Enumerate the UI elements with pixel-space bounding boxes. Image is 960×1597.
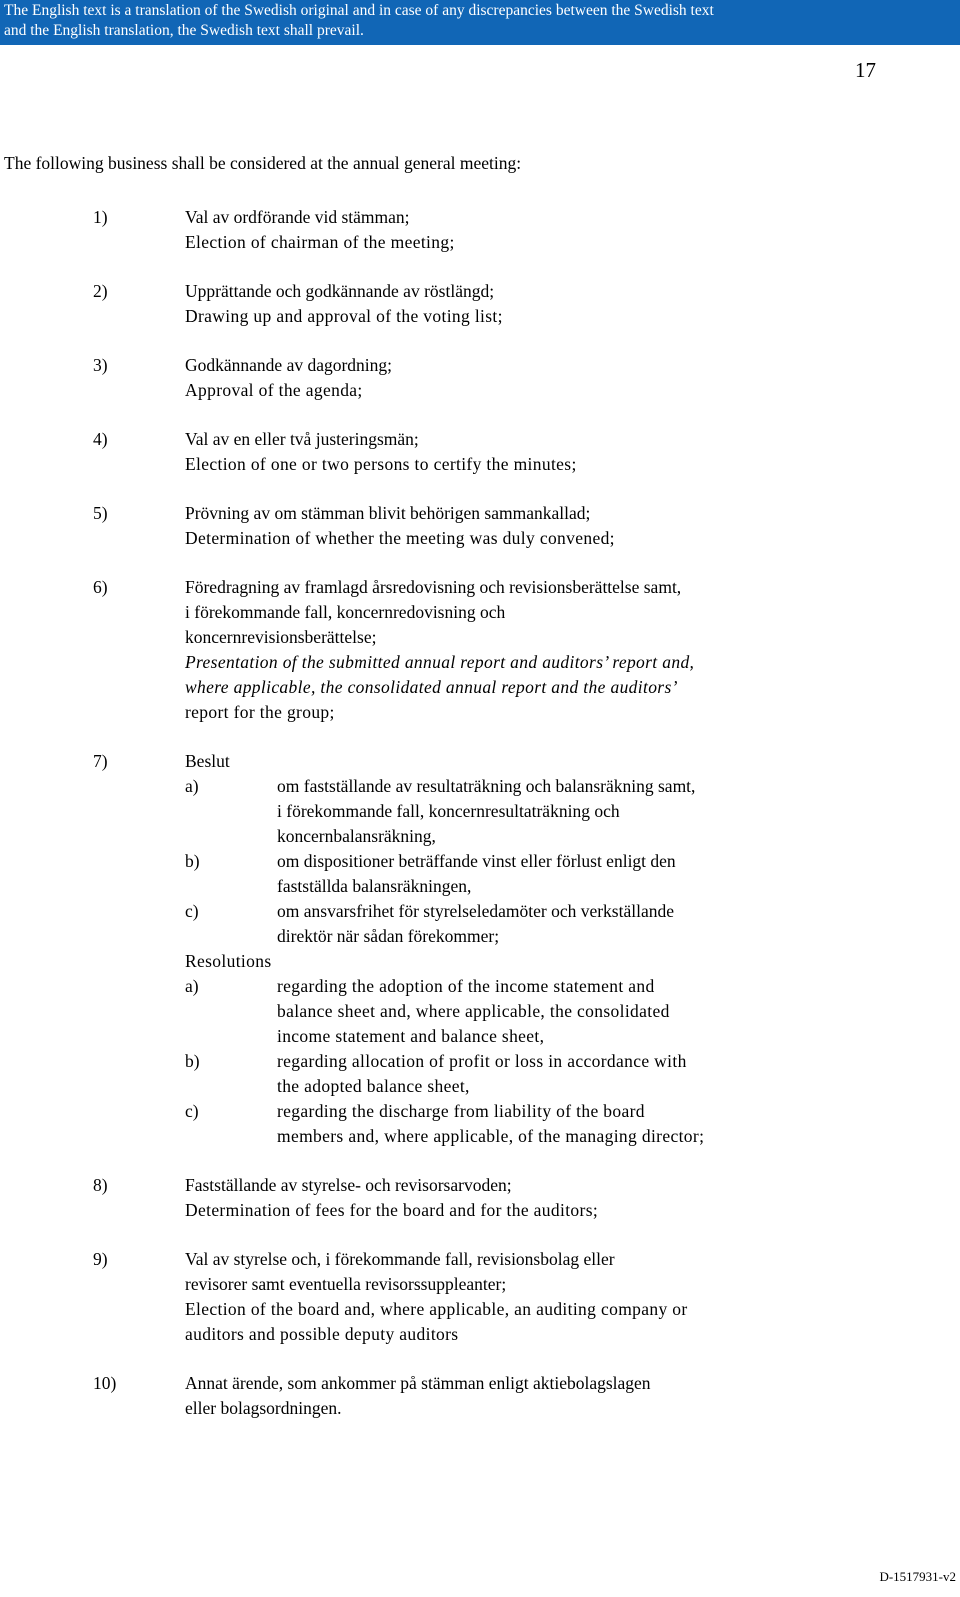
agenda-item-number: 10) bbox=[93, 1373, 117, 1393]
sub-item-line: regarding the adoption of the income statement and bbox=[277, 976, 655, 996]
sub-item-text bbox=[277, 899, 960, 949]
english-text-line-italic: Presentation of the submitted annual report and auditors’ report and, bbox=[185, 652, 695, 672]
english-text-line: Determination of whether the meeting was duly convened; bbox=[185, 528, 615, 548]
sub-item-text bbox=[277, 1049, 960, 1099]
resolution-sub-item-english bbox=[185, 974, 960, 1049]
agenda-item bbox=[0, 427, 960, 477]
agenda-item bbox=[0, 353, 960, 403]
agenda-item-body bbox=[185, 427, 960, 477]
agenda-item-number: 7) bbox=[93, 751, 108, 771]
agenda-item bbox=[0, 749, 960, 1149]
swedish-text-line: Föredragning av framlagd årsredovisning och revisionsberättelse samt, bbox=[185, 577, 682, 597]
swedish-text-line: Val av ordförande vid stämman; bbox=[185, 207, 410, 227]
agenda-item-number: 2) bbox=[93, 281, 108, 301]
resolution-sub-item-swedish bbox=[185, 849, 960, 899]
agenda-item-body bbox=[185, 1247, 960, 1347]
agenda-item-body bbox=[185, 749, 960, 1149]
sub-item-line: regarding the discharge from liability of the board bbox=[277, 1101, 645, 1121]
agenda-item bbox=[0, 279, 960, 329]
agenda-item-number: 9) bbox=[93, 1249, 108, 1269]
translation-notice-line-2: and the English translation, the Swedish text shall prevail. bbox=[4, 22, 364, 39]
agenda-item-body bbox=[185, 353, 960, 403]
sub-item-line: fastställda balansräkningen, bbox=[277, 876, 472, 896]
sub-item-line: om fastställande av resultaträkning och balansräkning samt, bbox=[277, 776, 696, 796]
agenda-item-body bbox=[185, 575, 960, 725]
sub-item-letter: c) bbox=[185, 901, 199, 921]
resolution-heading-swedish: Beslut bbox=[185, 751, 230, 771]
english-text-line: Election of one or two persons to certify the minutes; bbox=[185, 454, 577, 474]
resolution-sub-item-english bbox=[185, 1049, 960, 1099]
agenda-item-number: 3) bbox=[93, 355, 108, 375]
agenda-item-number: 5) bbox=[93, 503, 108, 523]
sub-item-line: regarding allocation of profit or loss in accordance with bbox=[277, 1051, 687, 1071]
agenda-item-number: 6) bbox=[93, 577, 108, 597]
sub-item-line: koncernbalansräkning, bbox=[277, 826, 436, 846]
sub-item-letter: b) bbox=[185, 1051, 200, 1071]
swedish-text-line: i förekommande fall, koncernredovisning och bbox=[185, 602, 506, 622]
agenda-item bbox=[0, 1371, 960, 1421]
sub-item-line: members and, where applicable, of the managing director; bbox=[277, 1126, 705, 1146]
document-body bbox=[0, 151, 960, 1445]
swedish-text-line: Annat ärende, som ankommer på stämman enligt aktiebolagslagen bbox=[185, 1373, 651, 1393]
agenda-item bbox=[0, 1173, 960, 1223]
agenda-item-body bbox=[185, 279, 960, 329]
sub-item-line: om dispositioner beträffande vinst eller förlust enligt den bbox=[277, 851, 676, 871]
resolution-sub-item-swedish bbox=[185, 774, 960, 849]
english-text-line-italic: where applicable, the consolidated annual report and the auditors’ bbox=[185, 677, 678, 697]
resolution-sub-item-english bbox=[185, 1099, 960, 1149]
agenda-item-body bbox=[185, 501, 960, 551]
sub-item-line: balance sheet and, where applicable, the consolidated bbox=[277, 1001, 670, 1021]
swedish-text-line: eller bolagsordningen. bbox=[185, 1398, 342, 1418]
agenda-item bbox=[0, 205, 960, 255]
sub-item-line: i förekommande fall, koncernresultaträkning och bbox=[277, 801, 620, 821]
resolution-sub-item-swedish bbox=[185, 899, 960, 949]
english-text-line: auditors and possible deputy auditors bbox=[185, 1324, 459, 1344]
english-text-line: Approval of the agenda; bbox=[185, 380, 363, 400]
agenda-list bbox=[0, 205, 960, 1421]
sub-item-letter: a) bbox=[185, 976, 199, 996]
agenda-item-number: 8) bbox=[93, 1175, 108, 1195]
intro-paragraph: The following business shall be considered at the annual general meeting: bbox=[4, 153, 522, 173]
agenda-item-number: 1) bbox=[93, 207, 108, 227]
sub-item-letter: c) bbox=[185, 1101, 199, 1121]
agenda-item bbox=[0, 501, 960, 551]
english-text-line: Drawing up and approval of the voting list; bbox=[185, 306, 503, 326]
sub-item-letter: b) bbox=[185, 851, 200, 871]
agenda-item-body bbox=[185, 1371, 960, 1421]
translation-notice-banner bbox=[0, 0, 960, 45]
english-text-line: Determination of fees for the board and for the auditors; bbox=[185, 1200, 599, 1220]
swedish-text-line: Prövning av om stämman blivit behörigen sammankallad; bbox=[185, 503, 591, 523]
swedish-text-line: koncernrevisionsberättelse; bbox=[185, 627, 377, 647]
sub-item-text bbox=[277, 1099, 960, 1149]
sub-item-letter: a) bbox=[185, 776, 199, 796]
sub-item-text bbox=[277, 774, 960, 849]
translation-notice-line-1: The English text is a translation of the Swedish original and in case of any discrepancies between the Swedish text bbox=[4, 2, 714, 19]
sub-item-text bbox=[277, 849, 960, 899]
sub-item-line: direktör när sådan förekommer; bbox=[277, 926, 500, 946]
swedish-text-line: Upprättande och godkännande av röstlängd; bbox=[185, 281, 495, 301]
swedish-text-line: revisorer samt eventuella revisorssuppleanter; bbox=[185, 1274, 507, 1294]
agenda-item-number: 4) bbox=[93, 429, 108, 449]
sub-item-line: om ansvarsfrihet för styrelseledamöter och verkställande bbox=[277, 901, 675, 921]
swedish-text-line: Val av en eller två justeringsmän; bbox=[185, 429, 419, 449]
document-reference: D-1517931-v2 bbox=[879, 1569, 956, 1584]
agenda-item-body bbox=[185, 205, 960, 255]
sub-item-line: the adopted balance sheet, bbox=[277, 1076, 470, 1096]
sub-item-line: income statement and balance sheet, bbox=[277, 1026, 545, 1046]
agenda-item bbox=[0, 1247, 960, 1347]
english-text-line: Election of the board and, where applicable, an auditing company or bbox=[185, 1299, 688, 1319]
sub-item-text bbox=[277, 974, 960, 1049]
agenda-item-body bbox=[185, 1173, 960, 1223]
agenda-item bbox=[0, 575, 960, 725]
swedish-text-line: Fastställande av styrelse- och revisorsarvoden; bbox=[185, 1175, 512, 1195]
swedish-text-line: Val av styrelse och, i förekommande fall, revisionsbolag eller bbox=[185, 1249, 615, 1269]
resolution-heading-english: Resolutions bbox=[185, 951, 272, 971]
swedish-text-line: Godkännande av dagordning; bbox=[185, 355, 393, 375]
english-text-line: report for the group; bbox=[185, 702, 335, 722]
page-number: 17 bbox=[855, 58, 876, 82]
english-text-line: Election of chairman of the meeting; bbox=[185, 232, 455, 252]
